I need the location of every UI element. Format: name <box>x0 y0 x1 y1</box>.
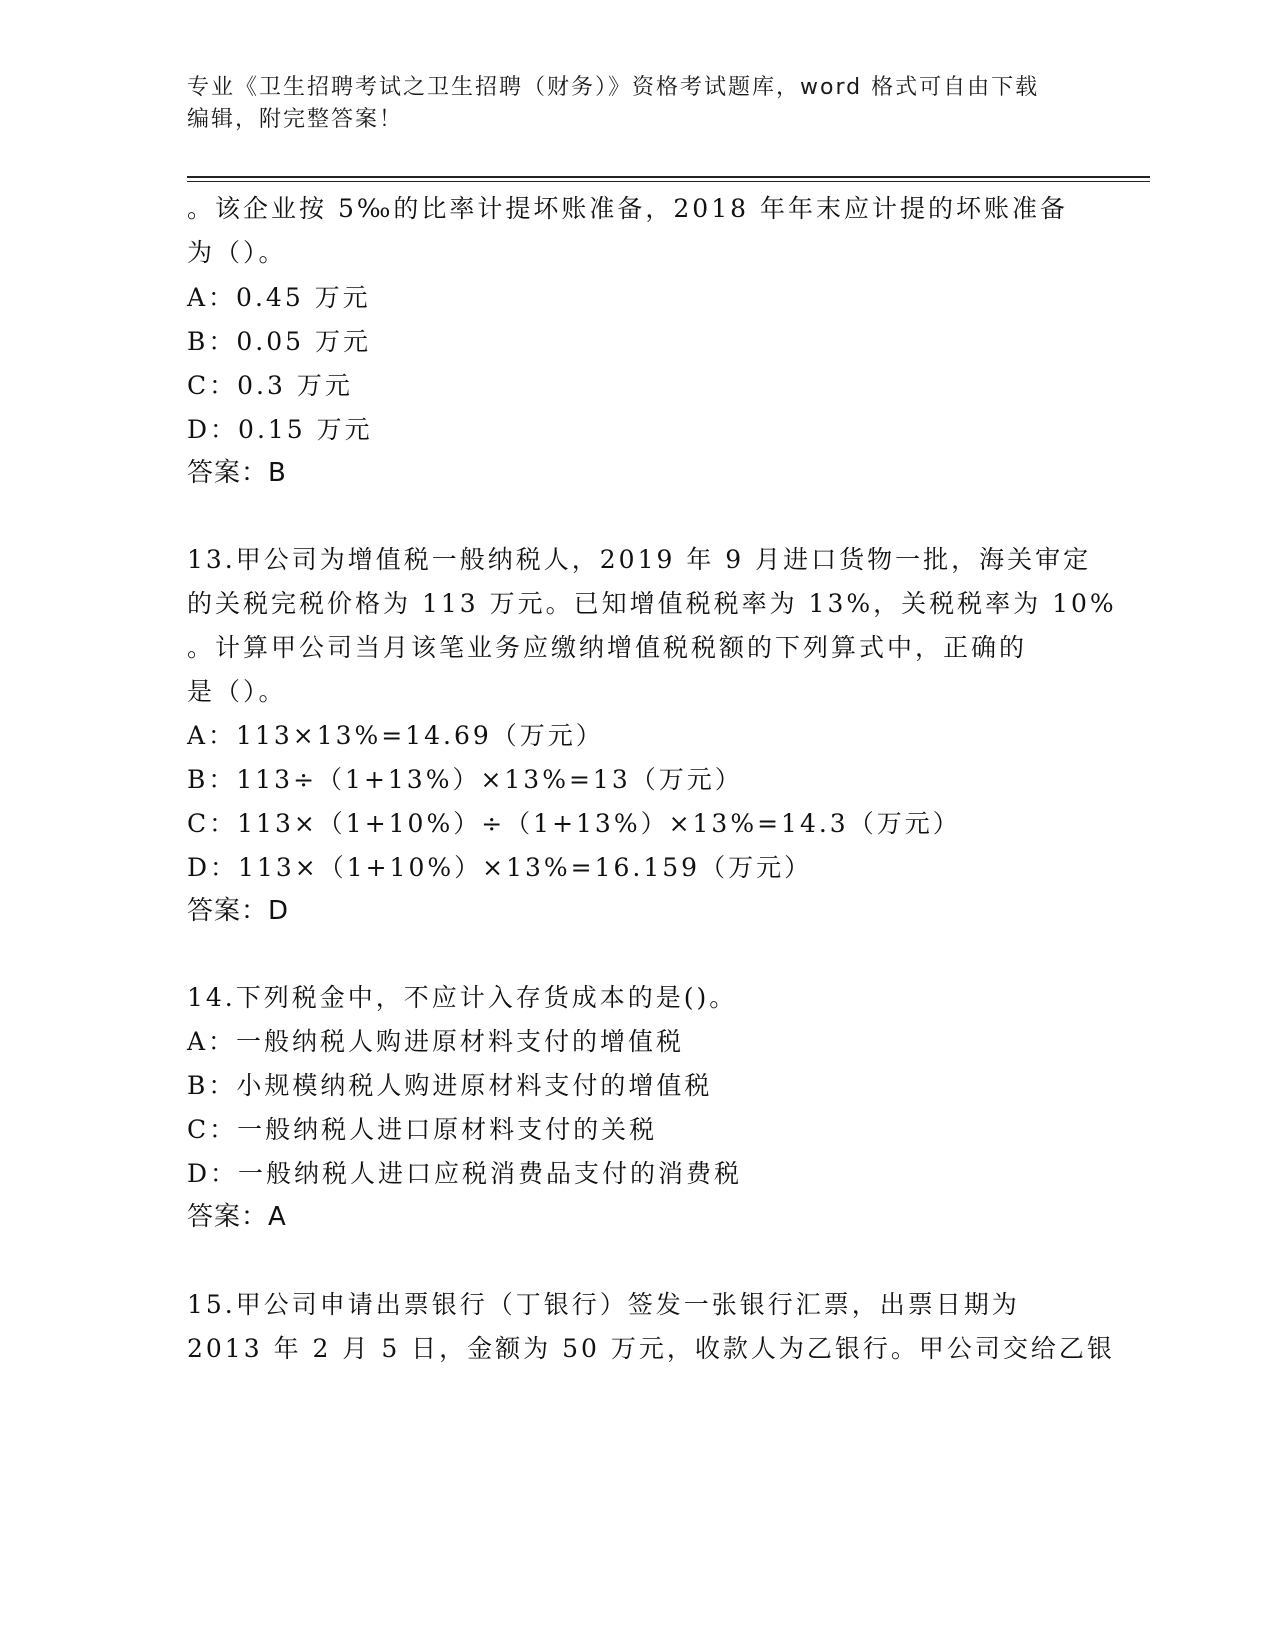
q13-answer: 答案：D <box>187 896 290 926</box>
q13-stem-line-2: 的关税完税价格为 113 万元。已知增值税税率为 13%，关税税率为 10% <box>187 589 1117 618</box>
q13-stem-line-1: 13.甲公司为增值税一般纳税人，2019 年 9 月进口货物一批，海关审定 <box>187 545 1092 574</box>
header-line-1: 专业《卫生招聘考试之卫生招聘（财务）》资格考试题库，word 格式可自由下载 <box>187 75 1040 100</box>
q14-stem-line-1: 14.下列税金中，不应计入存货成本的是()。 <box>187 983 738 1012</box>
q13-option-d: D：113×（1+10%）×13%=16.159（万元） <box>187 853 813 882</box>
q14-option-b: B：小规模纳税人购进原材料支付的增值税 <box>187 1071 713 1100</box>
q12-option-a: A：0.45 万元 <box>187 283 371 312</box>
header-rule-thin <box>187 181 1150 182</box>
q12-option-b: B：0.05 万元 <box>187 327 371 356</box>
q12-option-c: C：0.3 万元 <box>187 371 353 400</box>
q14-option-a: A：一般纳税人购进原材料支付的增值税 <box>187 1027 685 1056</box>
q12-stem-line-2: 为（）。 <box>187 238 287 267</box>
q12-answer: 答案：B <box>187 458 287 488</box>
q13-stem-line-3: 。计算甲公司当月该笔业务应缴纳增值税税额的下列算式中，正确的 <box>187 633 1028 662</box>
q12-stem-line-1: 。该企业按 5‰的比率计提坏账准备，2018 年年末应计提的坏账准备 <box>187 194 1068 223</box>
q14-answer: 答案：A <box>187 1202 287 1232</box>
q13-stem-line-4: 是（）。 <box>187 677 287 706</box>
q13-option-b: B：113÷（1+13%）×13%=13（万元） <box>187 765 743 794</box>
q15-stem-line-2: 2013 年 2 月 5 日，金额为 50 万元，收款人为乙银行。甲公司交给乙银 <box>187 1334 1115 1363</box>
header-line-2: 编辑，附完整答案！ <box>187 107 404 132</box>
header-rule-thick <box>187 176 1150 178</box>
q13-option-a: A：113×13%=14.69（万元） <box>187 721 604 750</box>
page-header <box>187 72 1107 136</box>
q14-option-d: D：一般纳税人进口应税消费品支付的消费税 <box>187 1159 743 1188</box>
q15-stem-line-1: 15.甲公司申请出票银行（丁银行）签发一张银行汇票，出票日期为 <box>187 1290 1020 1319</box>
q14-option-c: C：一般纳税人进口原材料支付的关税 <box>187 1115 658 1144</box>
q13-option-c: C：113×（1+10%）÷（1+13%）×13%=14.3（万元） <box>187 809 961 838</box>
q12-option-d: D：0.15 万元 <box>187 415 373 444</box>
